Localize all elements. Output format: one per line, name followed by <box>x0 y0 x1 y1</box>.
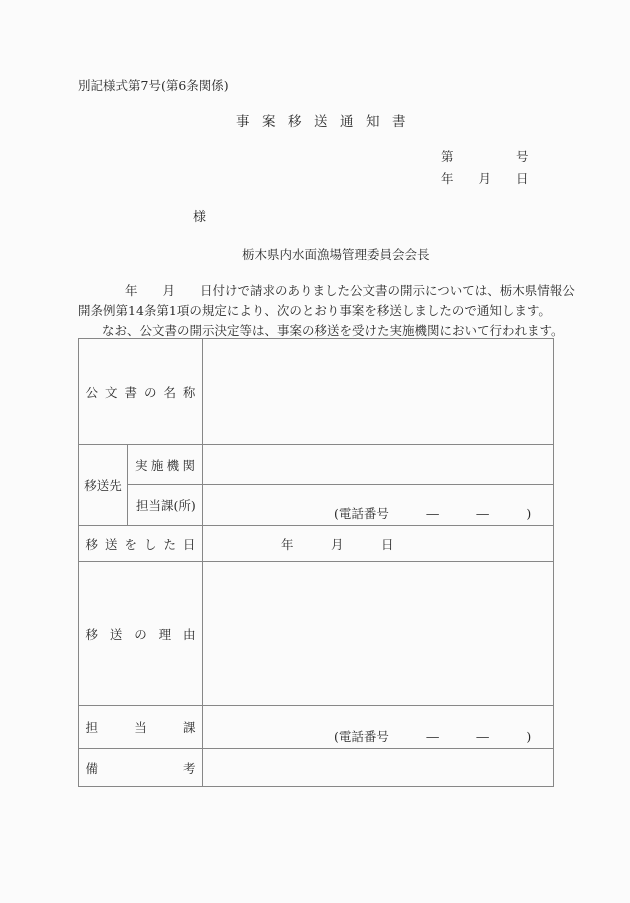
table-row <box>79 749 554 787</box>
notice-body-paragraph <box>78 281 574 341</box>
remarks-value-cell <box>203 749 554 787</box>
body-line: 年 月 日付けで請求のありました公文書の開示については、栃木県情報公 <box>125 283 575 298</box>
table-row <box>79 485 554 526</box>
sender-title: 栃木県内水面漁場管理委員会会長 <box>242 247 430 262</box>
transfer-date-label: 移 送 を し た 日 <box>85 536 196 552</box>
body-line: なお、公文書の開示決定等は、事案の移送を受けた実施機関において行われます。 <box>102 323 564 338</box>
document-number-line: 第 号 <box>441 149 529 164</box>
transfer-reason-label-cell <box>79 562 203 706</box>
charge-section-value-cell <box>203 706 554 749</box>
phone-number-line: (電話番号 ― ― ) <box>334 506 532 521</box>
document-date-line: 年 月 日 <box>441 171 529 186</box>
table-row <box>79 706 554 749</box>
remarks-label: 備 考 <box>85 760 196 776</box>
document-name-value-cell <box>203 339 554 445</box>
transfer-date-value: 年 月 日 <box>281 536 394 552</box>
document-name-label-cell <box>79 339 203 445</box>
implementing-agency-value-cell <box>203 445 554 485</box>
remarks-label-cell <box>79 749 203 787</box>
transfer-notice-table <box>78 338 554 787</box>
transfer-to-label: 移送先 <box>84 478 122 493</box>
table-row <box>79 339 554 445</box>
addressee-honorific: 様 <box>193 210 207 225</box>
charge-section-label: 担 当 課 <box>85 720 196 735</box>
charge-section-label-cell <box>79 706 203 749</box>
table-row <box>79 526 554 562</box>
table-row <box>79 562 554 706</box>
document-name-label: 公 文 書 の 名 称 <box>85 384 196 400</box>
transfer-date-label-cell <box>79 526 203 562</box>
page-title: 事案移送通知書 <box>236 114 418 130</box>
implementing-agency-label-cell <box>128 445 203 485</box>
transfer-to-label-cell <box>79 445 128 526</box>
form-style-note: 別記様式第7号(第6条関係) <box>78 78 229 93</box>
phone-number-line: (電話番号 ― ― ) <box>334 729 532 744</box>
transfer-date-value-cell <box>203 526 554 562</box>
section-in-charge-value-cell <box>203 485 554 526</box>
transfer-reason-value-cell <box>203 562 554 706</box>
body-line: 開条例第14条第1項の規定により、次のとおり事案を移送しましたので通知します。 <box>78 303 551 318</box>
table-row <box>79 445 554 485</box>
section-in-charge-label: 担当課(所) <box>136 498 196 513</box>
section-in-charge-label-cell <box>128 485 203 526</box>
transfer-reason-label: 移 送 の 理 由 <box>85 626 196 642</box>
implementing-agency-label: 実 施 機 関 <box>135 457 195 473</box>
